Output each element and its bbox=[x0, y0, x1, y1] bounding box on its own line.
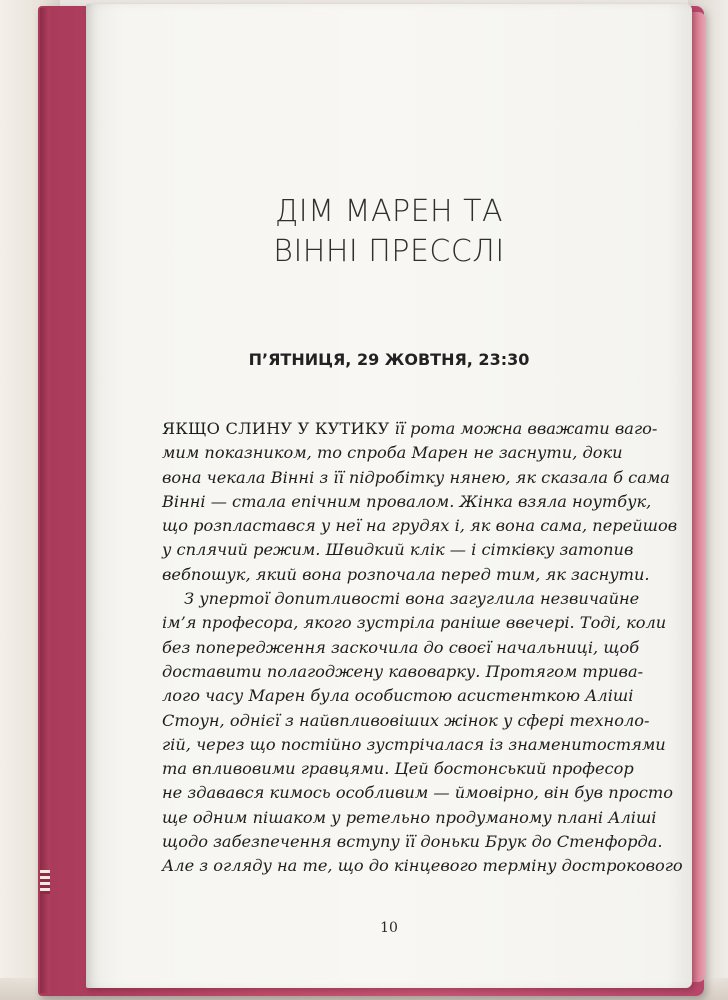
paragraph-2-line-7: гій, через що постійно зустрічалася із знаменитостями bbox=[162, 734, 666, 754]
chapter-title-line-2: ВІННІ ПРЕССЛІ bbox=[273, 234, 505, 269]
paragraph-1-line-1 bbox=[162, 417, 658, 441]
spine-marks bbox=[40, 870, 50, 894]
paragraph-1-line-5: що розпластався у неї на грудях і, як вона сама, перейшов bbox=[162, 516, 678, 536]
page-number: 10 bbox=[380, 920, 398, 936]
paragraph-1-line-3: вона чекала Вінні з її підробітку нянею, як сказала б сама bbox=[162, 467, 670, 487]
chapter-body bbox=[162, 417, 683, 879]
chapter-title-line-1: ДІМ МАРЕН ТА bbox=[275, 194, 503, 229]
paragraph-2-line-9: не здавався кимось особливим — ймовірно, він був просто bbox=[162, 783, 673, 803]
paragraph-2-line-1: З упертої допитливості вона загуглила незвичайне bbox=[184, 589, 640, 609]
paragraph-1-line-4: Вінні — стала епічним провалом. Жінка взяла ноутбук, bbox=[162, 491, 652, 511]
paragraph-2-line-10: ще одним пішаком у ретельно продуманому плані Аліші bbox=[162, 807, 657, 827]
chapter-title bbox=[86, 192, 692, 272]
paragraph-2-line-11: щодо забезпечення вступу її доньки Брук до Стенфорда. bbox=[162, 832, 663, 852]
paragraph-1-line-1-rest: її рота можна вважати ваго- bbox=[389, 419, 658, 438]
paragraph-2-line-12: Але з огляду на те, що до кінцевого терміну дострокового bbox=[162, 856, 683, 876]
lead-in-caps: ЯКЩО СЛИНУ У КУТИКУ bbox=[162, 419, 390, 438]
paragraph-2-line-6: Стоун, однієї з найвпливовіших жінок у сфері техноло- bbox=[162, 710, 650, 730]
paragraph-2-line-8: та впливовими гравцями. Цей бостонський професор bbox=[162, 759, 634, 779]
paragraph-1-line-2: мим показником, то спроба Марен не заснути, доки bbox=[162, 443, 623, 463]
book-page bbox=[86, 4, 692, 988]
paragraph-2-line-4: доставити полагоджену кавоварку. Протягом трива- bbox=[162, 661, 644, 681]
paragraph-2-line-2: ім’я професора, якого зустріла раніше ввечері. Тоді, коли bbox=[162, 613, 667, 633]
paragraph-2-line-3: без попередження заскочила до своєї начальниці, щоб bbox=[162, 637, 640, 657]
paragraph-1-line-6: у сплячий режим. Швидкий клік — і сітківку затопив bbox=[162, 540, 634, 560]
chapter-date-time: П’ЯТНИЦЯ, 29 ЖОВТНЯ, 23:30 bbox=[248, 350, 530, 369]
book-spine bbox=[40, 8, 50, 993]
book-page-edge-right bbox=[692, 12, 706, 982]
paragraph-1-line-7: вебпошук, який вона розпочала перед тим, як заснути. bbox=[162, 564, 650, 584]
paragraph-2-line-5: лого часу Марен була особистою асистенткою Аліші bbox=[162, 686, 634, 706]
